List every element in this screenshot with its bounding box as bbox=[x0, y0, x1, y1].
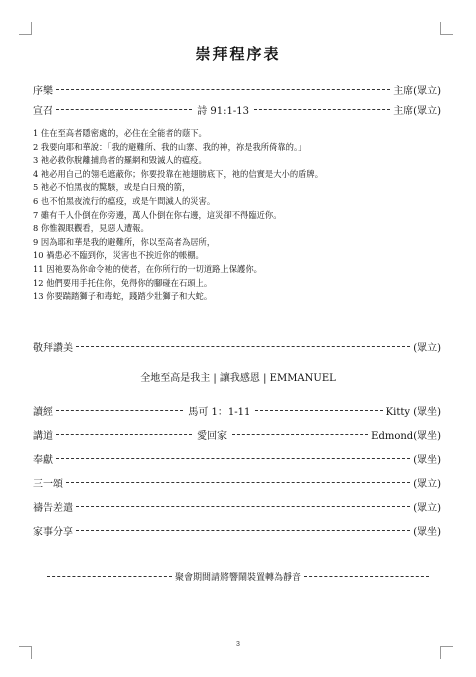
item-role: Kitty (眾坐) bbox=[385, 406, 442, 418]
program-item-call bbox=[33, 101, 441, 117]
leader-line bbox=[56, 410, 183, 411]
item-role: (眾坐) bbox=[413, 526, 441, 538]
leader-line bbox=[56, 89, 390, 90]
item-role: (眾坐) bbox=[413, 454, 441, 466]
item-label: 讀經 bbox=[33, 406, 53, 418]
crop-mark-top-left bbox=[19, 22, 32, 35]
verse-line: 12 他們要用手托住你，免得你的腳碰在石頭上。 bbox=[33, 277, 213, 288]
leader-line bbox=[47, 576, 172, 577]
verse-line: 5 祂必不怕黑夜的驚駭，或是白日飛的箭， bbox=[33, 182, 191, 193]
verse-line: 6 也不怕黑夜流行的瘟疫，或是午間滅人的災害。 bbox=[33, 195, 216, 206]
leader-line bbox=[255, 410, 382, 411]
verse-line: 3 祂必救你脫離捕鳥者的羅網和毀滅人的瘟疫。 bbox=[33, 155, 207, 166]
item-role: (眾立) bbox=[413, 342, 441, 354]
item-label: 敬拜讚美 bbox=[33, 342, 73, 354]
item-label: 禱告差遣 bbox=[33, 502, 73, 514]
silence-devices-notice: 聚會期間請將響鬧裝置轉為靜音 bbox=[175, 573, 302, 583]
program-item-reading bbox=[33, 402, 441, 418]
leader-line bbox=[76, 506, 410, 507]
program-item-announcements bbox=[33, 522, 441, 538]
program-item-sermon bbox=[33, 426, 441, 442]
item-reference: 馬可 1：1-11 bbox=[188, 406, 251, 418]
verse-line: 9 因為耶和華是我的避難所，你以至高者為居所， bbox=[33, 236, 216, 247]
item-reference: 愛回家 bbox=[197, 430, 228, 442]
leader-line bbox=[76, 530, 410, 531]
crop-mark-top-right bbox=[440, 22, 453, 35]
program-item-prelude bbox=[33, 81, 441, 97]
program-item-benediction bbox=[33, 498, 441, 514]
verse-line: 1 住在至高者隱密處的，必住在全能者的蔭下。 bbox=[33, 128, 207, 138]
leader-line bbox=[254, 109, 390, 110]
footer-notice bbox=[44, 570, 432, 583]
item-label: 宣召 bbox=[33, 105, 53, 117]
leader-line bbox=[76, 346, 410, 347]
item-role: (眾立) bbox=[413, 478, 441, 490]
item-role: 主席(眾立) bbox=[393, 105, 441, 117]
verse-line: 7 雖有千人仆倒在你旁邊，萬人仆倒在你右邊，這災卻不得臨近你。 bbox=[33, 209, 282, 220]
program-item-offering bbox=[33, 450, 441, 466]
leader-line bbox=[66, 482, 410, 483]
item-reference: 詩 91:1-13 bbox=[197, 105, 249, 117]
leader-line bbox=[56, 458, 410, 459]
item-role: Edmond(眾坐) bbox=[371, 430, 442, 442]
leader-line bbox=[56, 434, 192, 435]
verse-line: 8 你惟親眼觀看，見惡人遭報。 bbox=[33, 223, 149, 234]
verse-line: 11 因祂要為你命令祂的使者，在你所行的一切道路上保護你。 bbox=[33, 263, 262, 274]
leader-line bbox=[232, 434, 368, 435]
program-item-doxology bbox=[33, 474, 441, 490]
program-item-worship bbox=[33, 338, 441, 354]
leader-line bbox=[56, 109, 192, 110]
item-label: 奉獻 bbox=[33, 454, 53, 466]
item-label: 序樂 bbox=[33, 85, 53, 97]
worship-songs: 全地至高是我主 | 讓我感恩 | EMMANUEL bbox=[140, 373, 336, 384]
page-title: 崇拜程序表 bbox=[195, 45, 281, 63]
item-role: 主席(眾立) bbox=[393, 85, 441, 97]
item-label: 講道 bbox=[33, 430, 53, 442]
item-role: (眾立) bbox=[413, 502, 441, 514]
scripture-verses bbox=[33, 127, 443, 304]
verse-line: 10 禍患必不臨到你，災害也不挨近你的帳棚。 bbox=[33, 250, 204, 261]
item-label: 三一頌 bbox=[33, 478, 63, 490]
verse-line: 2 我要向耶和華說：「我的避難所、我的山寨、我的神，祢是我所倚靠的。」 bbox=[33, 141, 307, 152]
verse-line: 13 你要踹踏獅子和毒蛇，踐踏少壯獅子和大蛇。 bbox=[33, 291, 213, 302]
item-label: 家事分享 bbox=[33, 526, 73, 538]
verse-line: 4 祂必用自己的翎毛遮蔽你；你要投靠在祂翅膀底下，祂的信實是大小的盾牌。 bbox=[33, 168, 324, 179]
leader-line bbox=[304, 576, 429, 577]
page-number: 3 bbox=[236, 641, 240, 648]
